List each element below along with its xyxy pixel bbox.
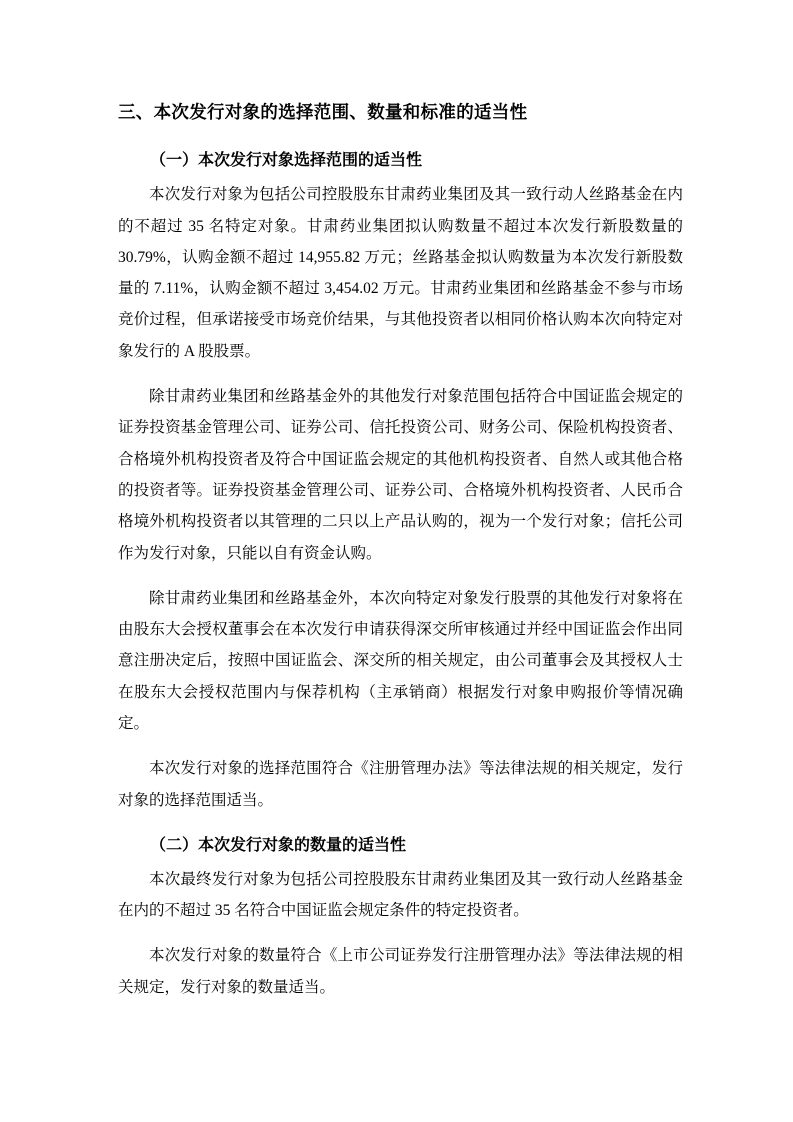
document-body — [118, 96, 683, 1003]
paragraph: 本次发行对象的选择范围符合《注册管理办法》等法律法规的相关规定，发行对象的选择范围适当。 — [118, 760, 683, 809]
subsection-heading-2: （二）本次发行对象的数量的适当性 — [150, 836, 407, 854]
paragraph: 除甘肃药业集团和丝路基金外的其他发行对象范围包括符合中国证监会规定的证券投资基金管理公司、证券公司、信托投资公司、财务公司、保险机构投资者、合格境外机构投资者及符合中国证监会规定的其他机构投资者、自然人或其他合格的投资者等。证券投资基金管理公司、证券公司、合格境外机构投资者、人民币合格境外机构投资者以其管理的二只以上产品认购的，视为一个发行对象；信托公司作为发行对象，只能以自有资金认购。 — [118, 388, 683, 562]
subsection-heading-1: （一）本次发行对象选择范围的适当性 — [150, 152, 423, 170]
section-heading: 三、本次发行对象的选择范围、数量和标准的适当性 — [118, 102, 528, 122]
paragraph: 本次最终发行对象为包括公司控股股东甘肃药业集团及其一致行动人丝路基金在内的不超过 35 名符合中国证监会规定条件的特定投资者。 — [118, 870, 683, 920]
paragraph: 除甘肃药业集团和丝路基金外，本次向特定对象发行股票的其他发行对象将在由股东大会授权董事会在本次发行申请获得深交所审核通过并经中国证监会作出同意注册决定后，按照中国证监会、深交所的相关规定，由公司董事会及其授权人士在股东大会授权范围内与保荐机构（主承销商）根据发行对象申购报价等情况确定。 — [118, 589, 683, 732]
paragraph: 本次发行对象为包括公司控股股东甘肃药业集团及其一致行动人丝路基金在内的不超过 35 名特定对象。甘肃药业集团拟认购数量不超过本次发行新股数量的 30.79%，认购金额不超过 14,955.82 万元；丝路基金拟认购数量为本次发行新股数量的 7.11%，认购金额不超过 3,454.02 万元。甘肃药业集团和丝路基金不参与市场竞价过程，但承诺接受市场竞价结果，与其他投资者以相同价格认购本次向特定对象发行的 A 股股票。 — [118, 186, 683, 360]
paragraph: 本次发行对象的数量符合《上市公司证券发行注册管理办法》等法律法规的相关规定，发行对象的数量适当。 — [118, 947, 683, 996]
